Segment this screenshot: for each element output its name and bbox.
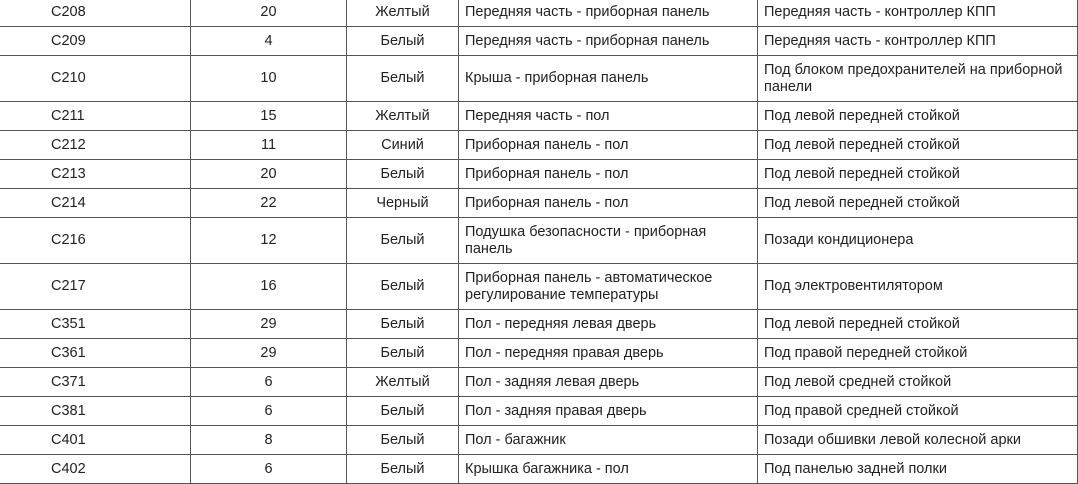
connector-id-cell: C208	[0, 0, 191, 27]
connector-id-cell: C401	[0, 426, 191, 455]
color-cell: Белый	[347, 397, 459, 426]
location-cell: Пол - задняя левая дверь	[459, 368, 758, 397]
location-cell: Приборная панель - автоматическое регулирование температуры	[459, 264, 758, 310]
position-cell: Под правой средней стойкой	[758, 397, 1078, 426]
location-cell: Пол - передняя правая дверь	[459, 339, 758, 368]
location-cell: Крыша - приборная панель	[459, 56, 758, 102]
location-cell: Приборная панель - пол	[459, 160, 758, 189]
location-cell: Приборная панель - пол	[459, 131, 758, 160]
pin-count-cell: 29	[191, 310, 347, 339]
pin-count-cell: 15	[191, 102, 347, 131]
pin-count-cell: 29	[191, 339, 347, 368]
position-cell: Передняя часть - контроллер КПП	[758, 27, 1078, 56]
position-cell: Под электровентилятором	[758, 264, 1078, 310]
position-cell: Под левой передней стойкой	[758, 189, 1078, 218]
pin-count-cell: 8	[191, 426, 347, 455]
connector-id-cell: C351	[0, 310, 191, 339]
connector-id-cell: C402	[0, 455, 191, 484]
pin-count-cell: 12	[191, 218, 347, 264]
connector-id-cell: C371	[0, 368, 191, 397]
pin-count-cell: 4	[191, 27, 347, 56]
connector-id-cell: C213	[0, 160, 191, 189]
color-cell: Черный	[347, 189, 459, 218]
connector-id-cell: C211	[0, 102, 191, 131]
position-cell: Позади кондиционера	[758, 218, 1078, 264]
location-cell: Передняя часть - приборная панель	[459, 0, 758, 27]
connector-id-cell: C381	[0, 397, 191, 426]
color-cell: Белый	[347, 56, 459, 102]
table-row	[0, 0, 1078, 27]
location-cell: Передняя часть - приборная панель	[459, 27, 758, 56]
connector-id-cell: C361	[0, 339, 191, 368]
connector-id-cell: C214	[0, 189, 191, 218]
connector-id-cell: C210	[0, 56, 191, 102]
pin-count-cell: 11	[191, 131, 347, 160]
position-cell: Под левой средней стойкой	[758, 368, 1078, 397]
position-cell: Под левой передней стойкой	[758, 310, 1078, 339]
table-row	[0, 160, 1078, 189]
location-cell: Пол - передняя левая дверь	[459, 310, 758, 339]
table-row	[0, 131, 1078, 160]
connector-id-cell: C216	[0, 218, 191, 264]
connector-id-cell: C212	[0, 131, 191, 160]
color-cell: Синий	[347, 131, 459, 160]
location-cell: Крышка багажника - пол	[459, 455, 758, 484]
position-cell: Под правой передней стойкой	[758, 339, 1078, 368]
table-row	[0, 455, 1078, 484]
table-row	[0, 368, 1078, 397]
location-cell: Приборная панель - пол	[459, 189, 758, 218]
pin-count-cell: 22	[191, 189, 347, 218]
color-cell: Белый	[347, 455, 459, 484]
color-cell: Белый	[347, 310, 459, 339]
position-cell: Под блоком предохранителей на приборной панели	[758, 56, 1078, 102]
pin-count-cell: 6	[191, 455, 347, 484]
connector-id-cell: C209	[0, 27, 191, 56]
position-cell: Позади обшивки левой колесной арки	[758, 426, 1078, 455]
pin-count-cell: 10	[191, 56, 347, 102]
position-cell: Под панелью задней полки	[758, 455, 1078, 484]
pin-count-cell: 20	[191, 160, 347, 189]
position-cell: Под левой передней стойкой	[758, 160, 1078, 189]
pin-count-cell: 6	[191, 368, 347, 397]
table-row	[0, 27, 1078, 56]
color-cell: Белый	[347, 218, 459, 264]
table-row	[0, 189, 1078, 218]
table-row	[0, 339, 1078, 368]
table-row	[0, 56, 1078, 102]
color-cell: Желтый	[347, 0, 459, 27]
table-row	[0, 102, 1078, 131]
connector-id-cell: C217	[0, 264, 191, 310]
position-cell: Под левой передней стойкой	[758, 131, 1078, 160]
pin-count-cell: 20	[191, 0, 347, 27]
pin-count-cell: 16	[191, 264, 347, 310]
table-row	[0, 310, 1078, 339]
color-cell: Белый	[347, 426, 459, 455]
color-cell: Белый	[347, 264, 459, 310]
position-cell: Под левой передней стойкой	[758, 102, 1078, 131]
color-cell: Желтый	[347, 102, 459, 131]
color-cell: Желтый	[347, 368, 459, 397]
color-cell: Белый	[347, 160, 459, 189]
position-cell: Передняя часть - контроллер КПП	[758, 0, 1078, 27]
table-row	[0, 264, 1078, 310]
table-row	[0, 397, 1078, 426]
table-row	[0, 426, 1078, 455]
color-cell: Белый	[347, 339, 459, 368]
table-row	[0, 218, 1078, 264]
location-cell: Пол - задняя правая дверь	[459, 397, 758, 426]
pin-count-cell: 6	[191, 397, 347, 426]
color-cell: Белый	[347, 27, 459, 56]
location-cell: Передняя часть - пол	[459, 102, 758, 131]
location-cell: Пол - багажник	[459, 426, 758, 455]
location-cell: Подушка безопасности - приборная панель	[459, 218, 758, 264]
